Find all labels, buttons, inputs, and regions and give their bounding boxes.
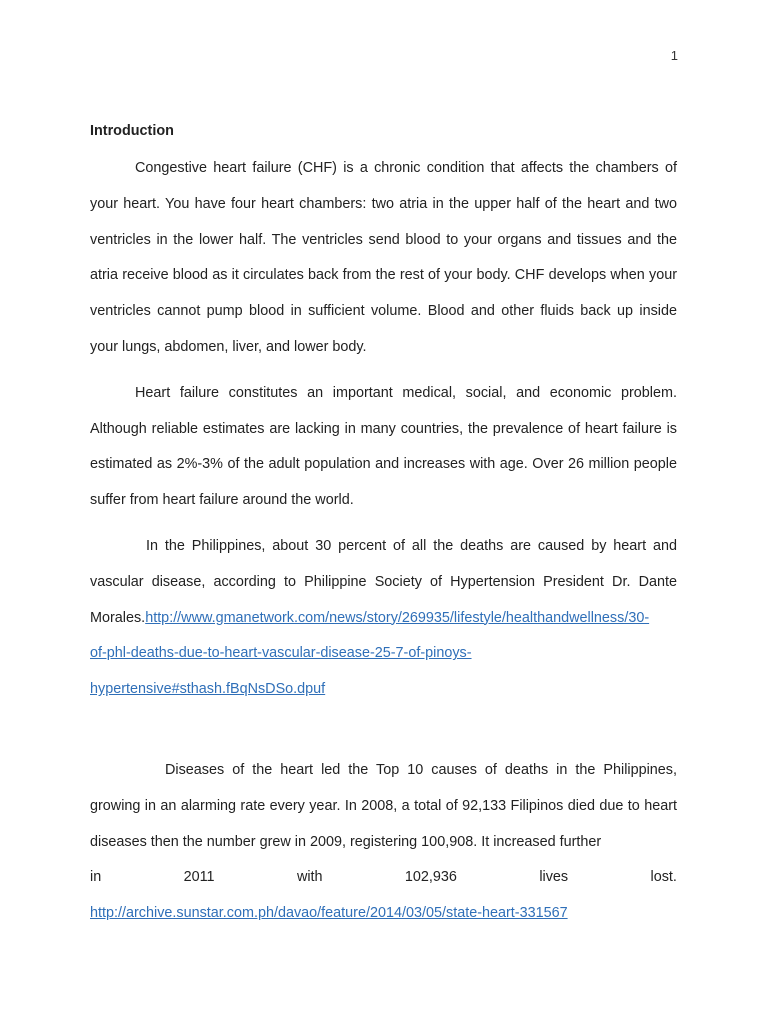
paragraph-text: In the Philippines, about 30 percent of all the deaths are caused by heart and vascular disease, according to Philippine Society of Hypertension President Dr. Dante Morales. — [90, 537, 677, 626]
source-link-sunstar[interactable]: http://archive.sunstar.com.ph/davao/feature/2014/03/05/state-heart-331567 — [90, 905, 568, 922]
paragraph-philippines-deaths — [90, 529, 677, 708]
word: 2011 — [183, 869, 215, 886]
page-number: 1 — [670, 48, 678, 63]
link-line[interactable]: of-phl-deaths-due-to-heart-vascular-disease-25-7-of-pinoys- — [90, 645, 472, 662]
paragraph-gap — [90, 366, 677, 376]
word: with — [296, 869, 323, 886]
word: in — [90, 869, 102, 886]
paragraph-gap — [90, 519, 677, 529]
justified-last-line — [90, 860, 677, 896]
link-line[interactable]: hypertensive#sthash.fBqNsDSo.dpuf — [90, 681, 326, 698]
section-heading: Introduction — [90, 123, 174, 139]
source-link-gmanetwork[interactable] — [90, 610, 649, 698]
paragraph-gap — [90, 708, 677, 753]
paragraph-heart-failure-prevalence: Heart failure constitutes an important medical, social, and economic problem. Although reliable estimates are lacking in many countries, the prevalence of heart failure is estimated as 2%-3% of the adult population and increases with age. Over 26 million people suffer from heart failure around the world. — [90, 384, 677, 509]
word: lives — [539, 869, 569, 886]
document-body — [90, 121, 677, 932]
word: 102,936 — [404, 869, 457, 886]
paragraph-top-causes: Diseases of the heart led the Top 10 causes of deaths in the Philippines, growing in an alarming rate every year. In 2008, a total of 92,133 Filipinos died due to heart diseases then the number grew in 2009, registering 100,908. It increased further — [90, 761, 677, 850]
link-line[interactable]: http://www.gmanetwork.com/news/story/269935/lifestyle/healthandwellness/30- — [145, 609, 650, 626]
word: lost. — [650, 869, 677, 886]
source-link-sunstar-line — [90, 896, 677, 932]
paragraph-chf-definition: Congestive heart failure (CHF) is a chronic condition that affects the chambers of your heart. You have four heart chambers: two atria in the upper half of the heart and two ventricles in the lower half. The ventricles send blood to your organs and tissues and the atria receive blood as it circulates back from the rest of your body. CHF develops when your ventricles cannot pump blood in sufficient volume. Blood and other fluids back up inside your lungs, abdomen, liver, and lower body. — [90, 160, 677, 355]
